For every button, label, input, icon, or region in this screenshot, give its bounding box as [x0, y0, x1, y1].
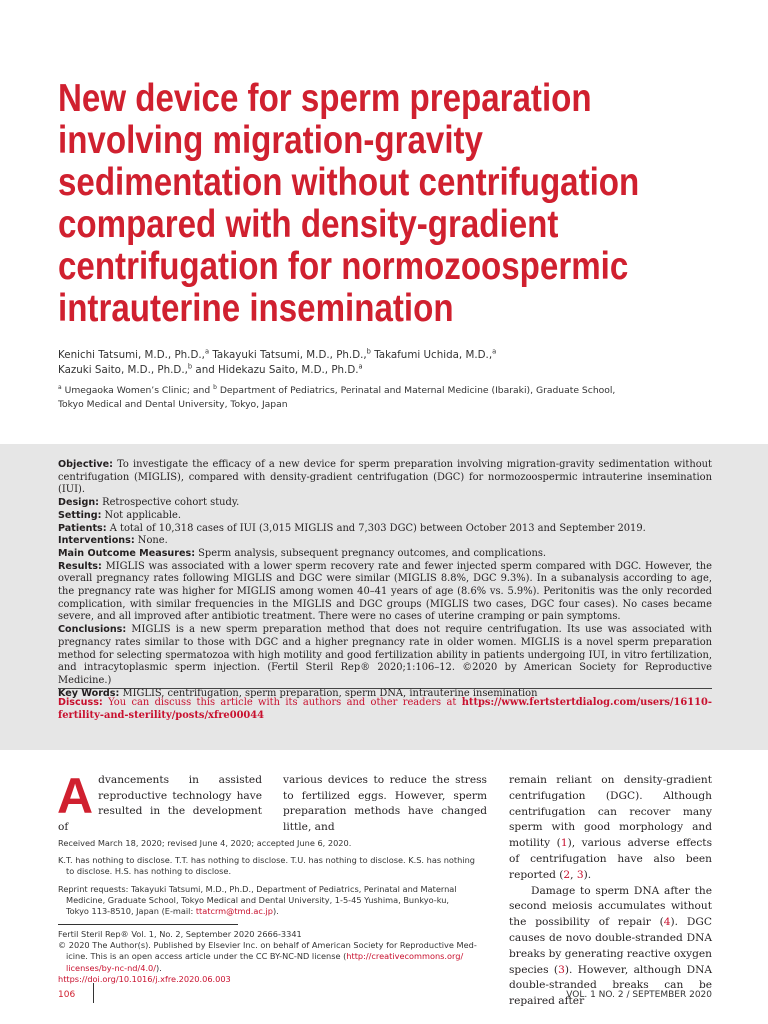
affiliations	[58, 384, 615, 411]
section-text: To investigate the efficacy of a new device for sperm preparation involving migration-gravity sedimentation without centrifugation (MIGLIS), compared with density-gradient centrifugation (DGC) for normozoospermic intrauterine insemination (IUI).	[58, 459, 712, 496]
license-line: © 2020 The Author(s). Published by Elsevier Inc. on behalf of American Society for Reproductive Med-	[58, 940, 477, 951]
doi-line	[58, 974, 488, 985]
footnotes	[58, 838, 488, 985]
section-label: Patients:	[58, 522, 107, 534]
author-name: Takafumi Uchida, M.D.,	[370, 349, 493, 361]
affiliation-line: Tokyo Medical and Dental University, Tokyo, Japan	[58, 398, 288, 410]
disclosure-line: K.T. has nothing to disclose. T.T. has nothing to disclose. T.U. has nothing to disclose. K.S. has nothing	[58, 855, 475, 866]
abstract-main-outcome	[58, 548, 712, 561]
body-text: Damage to sperm DNA after the second meiosis accumulates without the possibility of repair (	[509, 884, 712, 929]
section-label: Setting:	[58, 509, 102, 521]
section-text: MIGLIS was associated with a lower sperm recovery rate and fewer injected sperm compared with DGC. However, the overall pregnancy rates following MIGLIS and DGC were similar (MIGLIS 8.8%, DGC 9.3%). In a subanalysis according to age, the pregnancy rate was higher for MIGLIS among women 40–41 years of age (8.6% vs. 5.9%). Peritonitis was the only recorded complication, with similar frequencies in the MIGLIS and DGC groups (MIGLIS two cases, DGC four cases). No cases became severe, and all improved after antibiotic treatment. There were no cases of uterine cramping or pain symptoms.	[58, 560, 712, 623]
body-column-3	[509, 773, 712, 1010]
footer-divider	[93, 983, 94, 1003]
affiliation-marker: a	[58, 383, 62, 391]
reference-link[interactable]: 4	[663, 916, 671, 929]
title-line: New device for sperm preparation	[58, 77, 592, 120]
affiliation-marker: a	[492, 347, 497, 356]
license-text: ).	[156, 962, 162, 973]
article-title	[58, 78, 729, 330]
reprint-line: Medicine, Graduate School, Tokyo Medical and Dental University, 1-5-45 Yushima, Bunkyo-ku,	[66, 894, 450, 905]
author-name: Kenichi Tatsumi, M.D., Ph.D.,	[58, 349, 205, 361]
reprint-text: ).	[272, 906, 279, 917]
section-text: A total of 10,318 cases of IUI (3,015 MIGLIS and 7,303 DGC) between October 2013 and September 2019.	[106, 522, 646, 534]
body-text: ,	[570, 868, 577, 881]
page-number: 106	[58, 990, 76, 1000]
section-text: MIGLIS is a new sperm preparation method that does not require centrifugation. Its use was associated with pregnancy rates similar to those with DGC and a higher pregnancy rate in older women. MIGLIS is a novel sperm preparation method for selecting spermatozoa with high motility and good fertilization ability in patients undergoing IUI, in vitro fertilization, and intracytoplasmic sperm injection. (Fertil Steril Rep® 2020;1:106–12. ©2020 by American Society for Reproductive Medicine.)	[58, 624, 712, 686]
title-line: sedimentation without centrifugation	[58, 161, 640, 204]
section-label: Main Outcome Measures:	[58, 547, 196, 559]
section-text: Not applicable.	[101, 509, 181, 521]
discuss-label: Discuss:	[58, 697, 103, 708]
section-label: Key Words:	[58, 687, 120, 699]
affiliation-text: Umegaoka Women’s Clinic; and	[61, 385, 214, 396]
body-text: ). However, although DNA double-stranded breaks can be repaired after	[509, 963, 712, 1008]
abstract-interventions	[58, 535, 712, 548]
abstract-box	[0, 444, 768, 750]
body-text: ). DGC causes de novo double-stranded DNA breaks by generating reactive oxygen species (	[509, 916, 712, 976]
affiliation-line	[58, 384, 615, 398]
received-dates: Received March 18, 2020; revised June 4, 2020; accepted June 6, 2020.	[58, 838, 352, 848]
affiliation-marker: b	[213, 383, 217, 391]
disclosure-line: to disclose. H.S. has nothing to disclose.	[66, 866, 232, 877]
abstract-objective	[58, 459, 712, 497]
abstract-setting	[58, 510, 712, 523]
author-name: and Hidekazu Saito, M.D., Ph.D.	[192, 364, 359, 376]
discuss-link[interactable]: https://www.fertstertdialog.com/users/16110-fertility-and-sterility/posts/xfre00044	[58, 697, 712, 721]
section-label: Objective:	[58, 459, 113, 470]
body-text: ).	[583, 868, 592, 881]
email-link[interactable]: ttatcrm@tmd.ac.jp	[195, 906, 273, 917]
doi-link[interactable]: https://doi.org/10.1016/j.xfre.2020.06.003	[58, 973, 231, 984]
author-line	[58, 363, 496, 378]
body-text: dvancements in assisted reproductive technology have resulted in the development of	[58, 774, 262, 833]
section-label: Interventions:	[58, 535, 135, 547]
title-line: compared with density-gradient	[58, 203, 559, 246]
section-text: MIGLIS, centrifugation, sperm preparation, sperm DNA, intrauterine insemination	[119, 687, 538, 699]
discuss-text: You can discuss this article with its authors and other readers at	[102, 697, 462, 708]
abstract-design	[58, 497, 712, 510]
discuss-note	[58, 696, 712, 722]
license-line	[58, 951, 488, 962]
title-line: centrifugation for normozoospermic	[58, 245, 629, 288]
abstract-results	[58, 561, 712, 625]
affiliation-marker: a	[204, 347, 210, 356]
section-text: Sperm analysis, subsequent pregnancy outcomes, and complications.	[195, 547, 547, 559]
affiliation-marker: b	[366, 347, 371, 356]
reprint-line	[58, 906, 488, 917]
author-name: Kazuki Saito, M.D., Ph.D.,	[58, 364, 188, 376]
volume-info: VOL. 1 NO. 2 / SEPTEMBER 2020	[566, 990, 712, 1000]
license-text: icine. This is an open access article under the CC BY-NC-ND license (	[66, 951, 347, 962]
body-text: remain reliant on density-gradient centrifugation (DGC). Although centrifugation can recover many sperm with good morphology and motility (	[509, 774, 712, 850]
title-line: involving migration-gravity	[58, 119, 483, 162]
body-column-1	[57, 768, 262, 835]
affiliation-marker: a	[358, 362, 363, 371]
license-link[interactable]: http://creativecommons.org/	[346, 951, 464, 962]
section-label: Design:	[58, 497, 100, 509]
affiliation-marker: b	[187, 362, 193, 371]
section-text: None.	[134, 535, 168, 547]
title-line: intrauterine insemination	[58, 287, 454, 330]
reprint-line: Reprint requests: Takayuki Tatsumi, M.D., Ph.D., Department of Pediatrics, Perinatal and Maternal	[58, 883, 457, 894]
abstract-content	[58, 459, 712, 700]
body-column-2	[283, 773, 487, 835]
reference-link[interactable]: 2	[563, 868, 571, 881]
reference-link[interactable]: 1	[560, 837, 568, 850]
body-paragraph	[509, 773, 712, 884]
abstract-patients	[58, 523, 712, 536]
license-link[interactable]: licenses/by-nc-nd/4.0/	[66, 962, 157, 973]
body-text: ), various adverse effects of centrifugation have also been reported (	[509, 837, 713, 881]
reference-link[interactable]: 3	[576, 868, 584, 881]
affiliation-text: Department of Pediatrics, Perinatal and Maternal Medicine (Ibaraki), Graduate School,	[216, 385, 616, 396]
journal-info: Fertil Steril Rep® Vol. 1, No. 2, September 2020 2666-3341	[58, 929, 302, 940]
author-line	[58, 348, 496, 363]
section-label: Conclusions:	[58, 624, 127, 636]
reprint-text: Tokyo 113-8510, Japan (E-mail:	[66, 906, 196, 917]
footnote-divider	[58, 924, 238, 925]
reference-link[interactable]: 3	[558, 963, 565, 976]
body-text: various devices to reduce the stress to fertilized eggs. However, sperm preparation methods have changed little, and	[283, 774, 487, 833]
license-line	[58, 963, 488, 974]
section-text: Retrospective cohort study.	[99, 497, 240, 509]
drop-cap: A	[57, 768, 94, 824]
section-label: Results:	[58, 560, 102, 572]
author-name: Takayuki Tatsumi, M.D., Ph.D.,	[209, 349, 367, 361]
author-list	[58, 348, 496, 378]
abstract-conclusions	[58, 624, 712, 688]
abstract-divider	[58, 688, 712, 689]
